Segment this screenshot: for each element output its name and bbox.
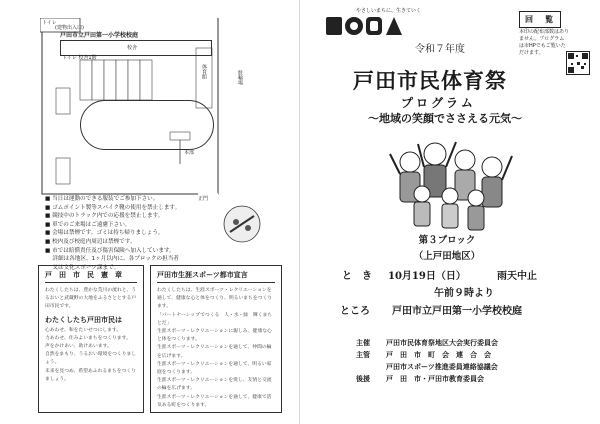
hq-label: 本部 — [184, 150, 195, 156]
cheering-people-illustration — [380, 132, 518, 242]
sports-line: 生涯スポーツ・レクリエーションに親しみ、健康な心と体をつくります。 — [157, 329, 272, 343]
organizer-label: 主催 — [356, 338, 370, 347]
kairan-badge: 回 覧 — [519, 11, 561, 28]
sports-title: 戸田市生涯スポーツ都市宣言 — [157, 270, 275, 283]
note-item: ■ 市では賠償責任及び傷害保険へ加入しています。 — [45, 247, 175, 254]
entrance-label: 正門 — [198, 196, 209, 202]
charter-line: 力あわせ、住みよいまちをつくります。 — [45, 335, 131, 341]
block-label: 第３ブロック — [418, 235, 476, 246]
toilet-label: トイレ — [42, 20, 57, 26]
map-title: 戸田市立戸田第一小学校校庭 — [60, 32, 139, 39]
sports-line: 生涯スポーツ・レクリエーションを愛し、友情と交流の輪を広げます。 — [157, 378, 272, 392]
note-item: ■ 競技中のトラック内での応援を禁止します。 — [45, 213, 164, 220]
sports-motto: 「パートナーシップでつくる 人・水・緑 輝くまち とだ」 — [157, 312, 277, 326]
era-year: 令和７年度 — [415, 44, 465, 55]
event-time: 午前９時より — [434, 288, 494, 299]
rain-note: 雨天中止 — [497, 271, 537, 282]
district-label: （上戸田地区） — [413, 251, 481, 262]
mascot-illustration — [222, 204, 262, 244]
charter-line: 自然をまもり、うるおい環境をつくりましょう。 — [45, 352, 137, 366]
school-label: 校舎 — [127, 45, 138, 51]
charter-title: 戸 田 市 民 憲 章 — [45, 270, 137, 283]
organizer-label: 主管 — [356, 350, 370, 359]
note-item: 詳細は各地区、1ヶ月以内に、各ブロックの担当者 — [52, 256, 179, 263]
event-date: 10月19日（日） — [388, 271, 466, 282]
event-title: 戸田市民体育祭 — [353, 69, 507, 93]
organizer-value: 戸田市民体育祭地区大会実行委員会 — [386, 338, 498, 347]
organizer-value: 戸 田 市 町 会 連 合 会 — [386, 350, 491, 359]
event-place: 戸田市立戸田第一小学校校庭 — [392, 306, 522, 317]
sports-line: 生涯スポーツ・レクリエーションを通して、仲間の輪を広げます。 — [157, 345, 272, 359]
track-oval — [80, 100, 214, 150]
school-building — [60, 40, 212, 56]
charter-line: 心あわせ、和をたいせつにします。 — [45, 327, 122, 333]
citizen-charter — [38, 265, 144, 413]
charter-line: 声をかけあい、助けあいます。 — [45, 344, 112, 350]
organizer-value: 戸田市スポーツ推進委員連絡協議会 — [386, 362, 498, 371]
sports-intro: わたくしたちは、生涯スポーツ・レクリエーションを通して、健康な心と体をつくり、明るいまちをつくります。 — [157, 288, 273, 310]
side-label-a: 体育館 — [201, 64, 207, 79]
fold-line — [299, 0, 300, 424]
side-label-b: 駐輪場 — [237, 70, 243, 85]
logo-tagline: やさしいまちに、生きていく — [356, 8, 422, 14]
sports-line: 生涯スポーツ・レクリエーションを通して、健康で活気ある町をつくります。 — [157, 394, 272, 408]
qr-code-icon — [567, 52, 589, 74]
organizer-label: 後援 — [356, 374, 370, 383]
where-label: ところ — [340, 306, 370, 317]
charter-line: 未来を見つめ、希望あふれるまちをつくりましょう。 — [45, 368, 136, 382]
when-label: と き — [342, 271, 372, 282]
toilet-sub-label: (建物出入口) — [55, 25, 84, 31]
event-subtitle: 〜地域の笑顔でささえる元気〜 — [368, 112, 522, 125]
program-label: プログラム — [401, 96, 476, 110]
note-item: ■ ゴムポイント製等スパイク靴の使用を禁止します。 — [45, 204, 181, 211]
charter-subtitle: わたくしたち戸田市民は — [45, 315, 122, 324]
note-item: ■ 会場は禁煙です。ゴミは持ち帰りましょう。 — [45, 230, 164, 237]
kairan-note: 本印の配布部数はありません。プログラムは市HPでもご覧いただけます。 — [519, 29, 570, 56]
note-item: ■ 当日は運動のできる服装でご参加下さい。 — [45, 196, 159, 202]
qr-code — [566, 51, 590, 75]
sports-line: 生涯スポーツ・レクリエーションを通して、明るい家庭をつくります。 — [157, 361, 272, 376]
note-item: ■ 車でのご来場はご遠慮下さい。 — [45, 221, 131, 228]
sports-declaration — [150, 265, 282, 413]
note-item: 又は文化スポーツ課まで。 — [52, 264, 120, 271]
note-item: ■ 校内及び校庭内周辺は禁煙です。 — [45, 238, 136, 245]
organizer-value: 戸 田 市・戸田市教育委員会 — [386, 374, 484, 383]
charter-intro: わたくしたちは、豊かな荒川の流れと、うるおいと武蔵野の大地をふるさととする戸田市民です。 — [45, 288, 137, 310]
toilet-row-label: トイレ 校舎1階 — [62, 55, 97, 61]
